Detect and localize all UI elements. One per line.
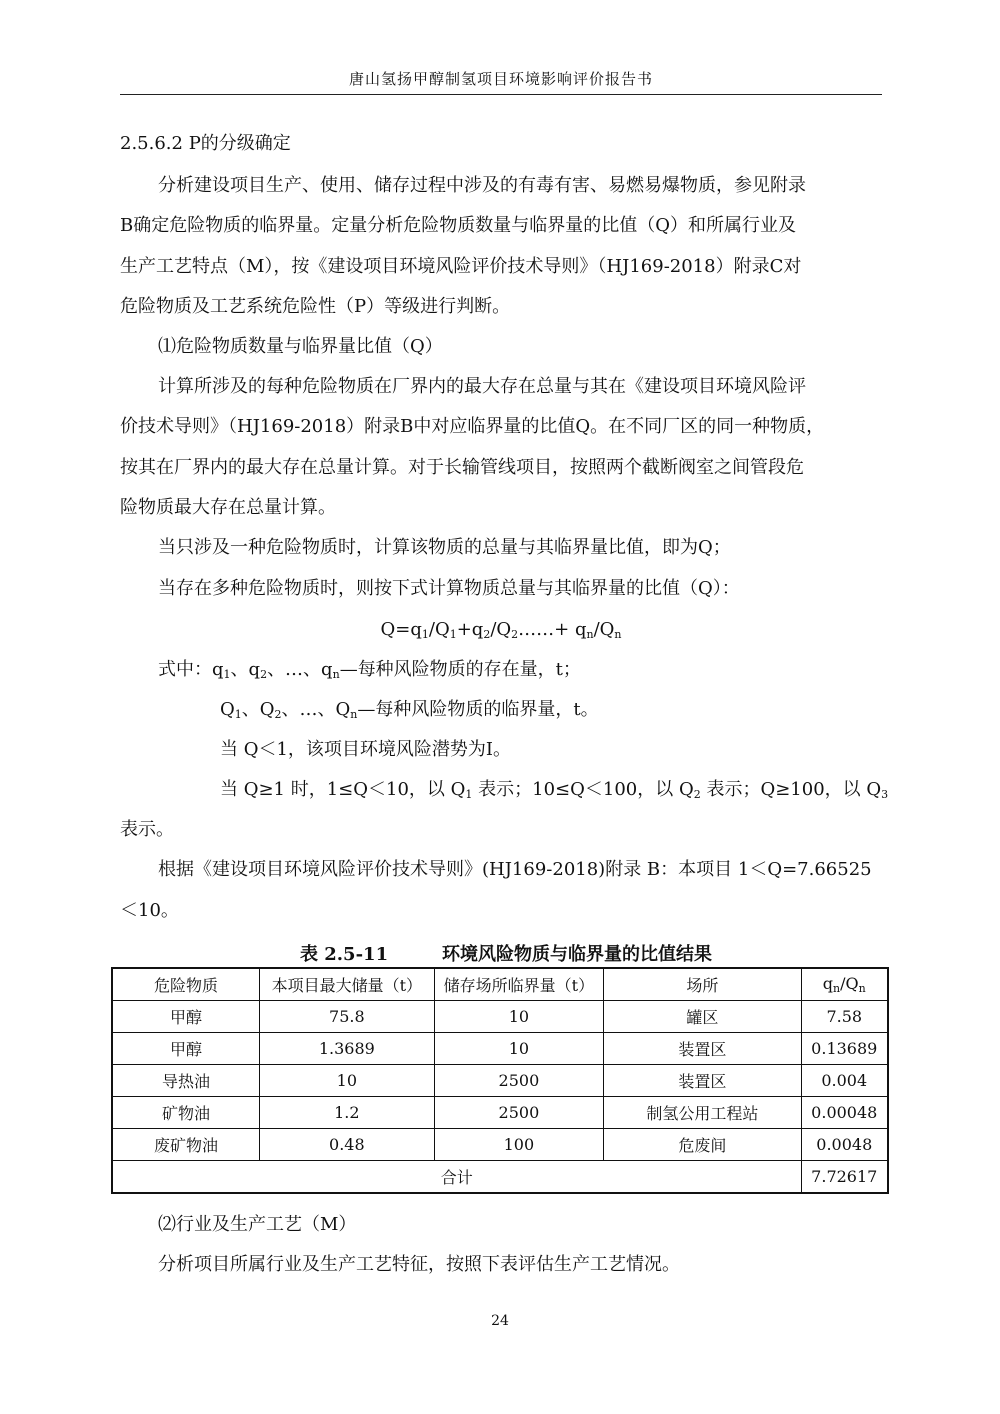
q-formula: $Q=q_1/Q_1+q_2/Q_2\dots\dots+ q_n/Q_n$	[380, 619, 622, 641]
page-number: 24	[491, 1313, 509, 1329]
cell-max-storage: 0.48	[260, 1129, 435, 1161]
header-critical-amount: 储存场所临界量（t）	[434, 968, 604, 1001]
cell-location: 制氢公用工程站	[604, 1097, 801, 1129]
cell-ratio: 0.0048	[801, 1129, 888, 1161]
conclusion-line-1: 根据《建设项目环境风险评价技术导则》(HJ169-2018)附录 B：本项目 1＜Q=7.66525	[158, 859, 872, 880]
cell-critical-amount: 10	[434, 1033, 604, 1065]
cell-substance: 甲醇	[112, 1001, 260, 1033]
header-max-storage: 本项目最大储量（t）	[260, 968, 435, 1001]
cell-max-storage: 10	[260, 1065, 435, 1097]
table-total-row	[112, 1161, 888, 1194]
total-label: 合计	[112, 1161, 801, 1194]
cell-substance: 废矿物油	[112, 1129, 260, 1161]
calc-line-2: 价技术导则》（HJ169-2018）附录B中对应临界量的比值Q。在不同厂区的同一种物质，	[120, 416, 825, 437]
table-number: 表 2.5-11	[300, 944, 389, 965]
section-heading: 2.5.6.2 P的分级确定	[120, 133, 291, 154]
header-substance: 危险物质	[112, 968, 260, 1001]
cell-max-storage: 1.3689	[260, 1033, 435, 1065]
cell-location: 装置区	[604, 1033, 801, 1065]
table-row	[112, 1129, 888, 1161]
cell-critical-amount: 2500	[434, 1065, 604, 1097]
intro-line-2: B确定危险物质的临界量。定量分析危险物质数量与临界量的比值（Q）和所属行业及	[120, 215, 796, 236]
intro-line-1: 分析建设项目生产、使用、储存过程中涉及的有毒有害、易燃易爆物质，参见附录	[158, 175, 806, 196]
q-less-than-one: 当 Q＜1，该项目环境风险潜势为I。	[220, 739, 512, 760]
risk-ratio-table	[111, 967, 889, 1194]
formula-definition-Q: $Q_1$、$Q_2$、…、$Q_n—$每种风险物质的临界量，t。	[220, 699, 599, 721]
cell-ratio: 0.13689	[801, 1033, 888, 1065]
table-header-row	[112, 968, 888, 1001]
header-ratio: $q_n/Q_n$	[801, 968, 888, 1001]
cell-ratio: 0.00048	[801, 1097, 888, 1129]
calc-line-3: 按其在厂界内的最大存在总量计算。对于长输管线项目，按照两个截断阀室之间管段危	[120, 457, 804, 478]
header-location: 场所	[604, 968, 801, 1001]
table-title: 环境风险物质与临界量的比值结果	[442, 944, 712, 965]
subheading-q: ⑴危险物质数量与临界量比值（Q）	[158, 336, 443, 357]
q-ranges-tail: 表示。	[120, 819, 174, 840]
cell-ratio: 7.58	[801, 1001, 888, 1033]
cell-critical-amount: 2500	[434, 1097, 604, 1129]
intro-line-3: 生产工艺特点（M），按《建设项目环境风险评价技术导则》（HJ169-2018）附录C对	[120, 256, 802, 277]
cell-ratio: 0.004	[801, 1065, 888, 1097]
calc-line-4: 险物质最大存在总量计算。	[120, 497, 336, 518]
total-value: 7.72617	[801, 1161, 888, 1194]
process-assessment-text: 分析项目所属行业及生产工艺特征，按照下表评估生产工艺情况。	[158, 1254, 680, 1275]
cell-substance: 导热油	[112, 1065, 260, 1097]
q-ranges: 当 Q≥1 时，1≤Q＜10，以 $Q_1$ 表示；10≤Q＜100，以 $Q_2$ 表示；Q≥100，以 $Q_3$	[220, 779, 889, 801]
cell-location: 装置区	[604, 1065, 801, 1097]
table-row	[112, 1033, 888, 1065]
calc-line-1: 计算所涉及的每种危险物质在厂界内的最大存在总量与其在《建设项目环境风险评	[158, 376, 806, 397]
cell-location: 危废间	[604, 1129, 801, 1161]
table-row	[112, 1065, 888, 1097]
cell-substance: 矿物油	[112, 1097, 260, 1129]
conclusion-line-2: ＜10。	[120, 900, 179, 921]
header-divider	[120, 94, 882, 95]
cell-critical-amount: 10	[434, 1001, 604, 1033]
single-substance-text: 当只涉及一种危险物质时，计算该物质的总量与其临界量比值，即为Q；	[158, 537, 731, 558]
formula-definition-q: 式中：$q_1$、$q_2$、…、$q_n—$每种风险物质的存在量，t；	[158, 659, 581, 681]
cell-substance: 甲醇	[112, 1033, 260, 1065]
cell-location: 罐区	[604, 1001, 801, 1033]
table-row	[112, 1001, 888, 1033]
table-row	[112, 1097, 888, 1129]
intro-line-4: 危险物质及工艺系统危险性（P）等级进行判断。	[120, 296, 511, 317]
page-header: 唐山氢扬甲醇制氢项目环境影响评价报告书	[348, 70, 653, 88]
cell-critical-amount: 100	[434, 1129, 604, 1161]
subheading-m: ⑵行业及生产工艺（M）	[158, 1214, 357, 1235]
cell-max-storage: 75.8	[260, 1001, 435, 1033]
cell-max-storage: 1.2	[260, 1097, 435, 1129]
multi-substance-text: 当存在多种危险物质时，则按下式计算物质总量与其临界量的比值（Q）：	[158, 578, 740, 599]
